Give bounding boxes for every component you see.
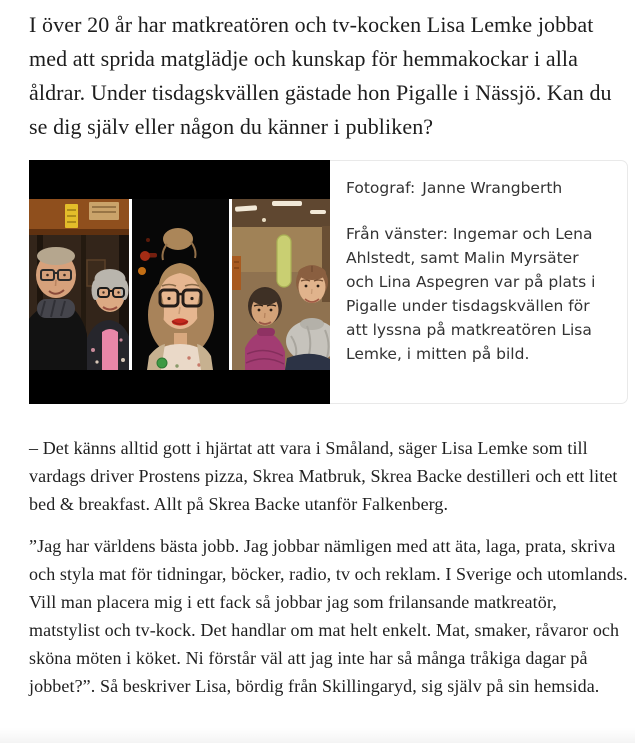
collage-panel-left [29, 199, 131, 370]
next-section-preview [0, 728, 635, 743]
photo-caption-text: Från vänster: Ingemar och Lena Ahlstedt, samt Malin Myrsäter och Lina Aspegren var på plats i Pigalle under tisdagskvällen för att lyssna på matkreatören Lisa Lemke, i mitten på bild. [346, 225, 596, 363]
article-photo-collage[interactable] [29, 160, 330, 404]
article-lead: I över 20 år har matkreatören och tv-kocken Lisa Lemke jobbat med att sprida matglädje och kunskap för hemmakockar i alla åldrar. Under tisdagskvällen gästade hon Pigalle i Nässjö. Kan du se dig själv eller någon du känner i publiken? [29, 12, 612, 139]
photo-caption-box [330, 160, 628, 404]
article-paragraph: – Det känns alltid gott i hjärtat att vara i Småland, säger Lisa Lemke som till vardags driver Prostens pizza, Skrea Matbruk, Skrea Backe destilleri och ett litet bed & breakfast. Allt på Skrea Backe utanför Falkenberg. [29, 438, 618, 514]
article-paragraph: ”Jag har världens bästa jobb. Jag jobbar nämligen med att äta, laga, prata, skriva och styla mat för tidningar, böcker, radio, tv och reklam. I Sverige och utomlands. Vill man placera mig i ett fack så jobbar jag som frilansande matkreatör, matstylist och tv-kock. Det handlar om mat helt enkelt. Mat, smaker, råvaror och sköna möten i köket. Ni förstår väl att jag inte har så många tråkiga dagar på jobbet?”. Så beskriver Lisa, bördig från Skillingaryd, sig själv på sin hemsida. [29, 536, 628, 696]
photo-credit [346, 178, 611, 198]
photo-credit-name: Janne Wrangberth [422, 179, 563, 197]
collage-panel-right [232, 199, 330, 370]
collage-panel-center [132, 199, 229, 370]
photo-credit-label: Fotograf: [346, 179, 416, 197]
photo-collage-illustration [29, 160, 330, 404]
article-figure [29, 160, 628, 404]
